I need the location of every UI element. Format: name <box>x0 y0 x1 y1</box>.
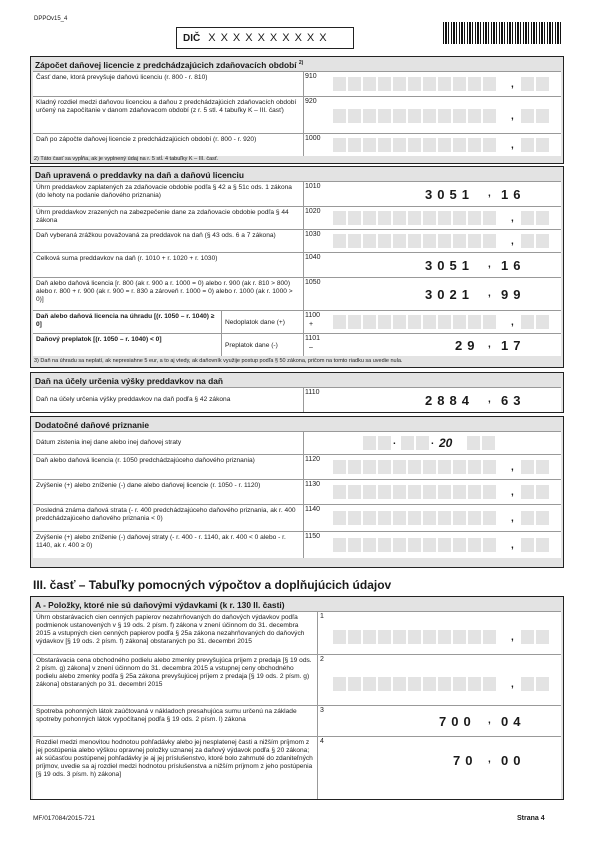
row-1040: Celková suma preddavkov na daň (r. 1010 + r. 1020 + r. 1030) 1040 3051 , 16 <box>33 252 561 277</box>
decimal-value[interactable]: 16 <box>501 258 526 273</box>
row-1150: Zvýšenie (+) alebo zníženie (-) daňovej straty (- r. 400 - r. 1140, ak r. 400 < 0 alebo - r. 1140, ak r. 400 ≥ 0) 1150 , <box>33 531 561 558</box>
decimal-input[interactable] <box>521 460 551 474</box>
amount-input[interactable] <box>333 234 498 248</box>
dic-box <box>176 27 354 49</box>
table-a <box>30 596 564 800</box>
decimal-value[interactable]: 17 <box>501 338 526 353</box>
section-title: Daň na účely určenia výšky preddavkov na daň <box>35 376 224 386</box>
decimal-input[interactable] <box>521 138 551 152</box>
table-a-row-2: Obstarávacia cena obchodného podielu alebo zmenky prevyšujúca príjem z predaja [§ 19 ods. 2 písm. g) zákona] v znení účinnom do 31. decembra 2015 a vstupnej ceny obchodného podielu alebo zmenky podľa § 25a zákona prevyšujúcej príjem z predaja [§ 19 ods. 2 písm. g) zákona] obstaraných po 31. decembri 2015 2 , <box>33 654 561 705</box>
amount-input[interactable] <box>333 511 498 525</box>
section-title: Dodatočné daňové priznanie <box>35 420 150 430</box>
date-year: 20 <box>439 436 453 450</box>
section-adjusted-tax <box>30 166 564 368</box>
decimal-input[interactable] <box>521 538 551 552</box>
decimal-value[interactable]: 00 <box>501 753 526 768</box>
row-1100: Daň alebo daňová licencia na úhradu [(r. 1050 – r. 1040) ≥ 0] Nedoplatok dane (+) 1100 + , <box>33 310 561 333</box>
decimal-value[interactable]: 99 <box>501 287 526 302</box>
amount-input[interactable] <box>333 211 498 225</box>
section-title: Zápočet daňovej licencie z predchádzajúcich zdaňovacích období $^{2)}$ <box>35 60 304 70</box>
decimal-input[interactable] <box>521 485 551 499</box>
amount-input[interactable] <box>333 138 498 152</box>
decimal-input[interactable] <box>521 211 551 225</box>
table-title: A - Položky, ktoré nie sú daňovými výdavkami (k r. 130 II. časti) <box>35 600 285 610</box>
date-input[interactable]: . . 20 <box>363 436 497 450</box>
decimal-input[interactable] <box>521 77 551 91</box>
decimal-input[interactable] <box>521 677 551 691</box>
decimal-input[interactable] <box>521 234 551 248</box>
section-license-credit <box>30 56 564 164</box>
decimal-input[interactable] <box>521 630 551 644</box>
decimal-input[interactable] <box>521 109 551 123</box>
barcode-icon <box>443 22 563 44</box>
amount-input[interactable] <box>333 630 498 644</box>
row-1050: Daň alebo daňová licencia [r. 800 (ak r. 900 a r. 1000 = 0) alebo r. 900 (ak r. 810 > 800) alebo r. 800 + r. 900 (ak r. 900 = r. 830 a zároveň r. 1000 = 0) alebo r. 1000 (ak r. 1000 > 0)] 1050 3021 , 99 <box>33 277 561 310</box>
amount-input[interactable] <box>333 677 498 691</box>
dic-value[interactable]: XXXXXXXXXX <box>208 32 332 44</box>
footer-ref: MF/017084/2015-721 <box>33 815 96 822</box>
table-a-row-4: Rozdiel medzi menovitou hodnotou pohľadávky alebo jej nesplatenej časti a nižším príjmom z jej postúpenia alebo výškou opravnej položky uznanej za daňový výdavok podľa § 20 zákona; ak súčasťou postúpenej pohľadávky je aj jej príslušenstvo, ktoré bolo zahrnuté do zdaniteľných príjmov, uvedie sa aj rozdiel medzi hodnotou príslušenstva a nižším príjmom z jeho postúpenia [§ 19 ods. 3 písm. h) zákona] 4 70 , 00 <box>33 736 561 799</box>
decimal-value[interactable]: 04 <box>501 714 526 729</box>
row-date: Dátum zistenia inej dane alebo inej daňovej straty . . 20 <box>33 431 561 454</box>
section-supplementary <box>30 416 564 568</box>
amount-value[interactable]: 700 <box>439 714 476 729</box>
decimal-value[interactable]: 63 <box>501 393 526 408</box>
row-1020: Úhrn preddavkov zrazených na zabezpečenie dane za zdaňovacie obdobie podľa § 44 zákona 1020 , <box>33 206 561 229</box>
amount-input[interactable] <box>333 315 498 329</box>
row-1030: Daň vyberaná zrážkou považovaná za preddavok na daň (§ 43 ods. 6 a 7 zákona) 1030 , <box>33 229 561 252</box>
row-1130: Zvýšenie (+) alebo zníženie (-) dane alebo daňovej licencie (r. 1050 - r. 1120) 1130 , <box>33 479 561 504</box>
row-910: Časť dane, ktorá prevyšuje daňovú licenciu (r. 800 - r. 810) 910 , <box>33 71 561 96</box>
amount-input[interactable] <box>333 460 498 474</box>
amount-value[interactable]: 3021 <box>425 287 474 302</box>
amount-input[interactable] <box>333 538 498 552</box>
section-advance-tax <box>30 372 564 413</box>
section-title: Daň upravená o preddavky na daň a daňovú licenciu <box>35 170 244 180</box>
amount-input[interactable] <box>333 109 498 123</box>
row-1120: Daň alebo daňová licencia (r. 1050 predchádzajúceho daňového priznania) 1120 , <box>33 454 561 479</box>
amount-value[interactable]: 3051 <box>425 187 474 202</box>
amount-input[interactable] <box>333 77 498 91</box>
row-1010: Úhrn preddavkov zaplatených za zdaňovacie obdobie podľa § 42 a § 51c ods. 1 zákona (do lehoty na podanie daňového priznania) 1010 3051 , 16 <box>33 181 561 206</box>
row-1110: Daň na účely určenia výšky preddavkov na daň podľa § 42 zákona 1110 2884 , 63 <box>33 387 561 412</box>
amount-input[interactable] <box>333 485 498 499</box>
row-1000: Daň po zápočte daňovej licencie z predchádzajúcich období (r. 800 - r. 920) 1000 , <box>33 133 561 156</box>
part-title: III. časť – Tabuľky pomocných výpočtov a doplňujúcich údajov <box>33 578 392 592</box>
row-920: Kladný rozdiel medzi daňovou licenciou a daňou z predchádzajúcich zdaňovacích období určený na započítanie v danom zdaňovacom období (z r. 5 stl. 4 tabuľky K – III. časť) 920 , <box>33 96 561 133</box>
page-number: Strana 4 <box>517 815 545 822</box>
amount-value[interactable]: 3051 <box>425 258 474 273</box>
table-a-row-3: Spotreba pohonných látok zaúčtovaná v nákladoch presahujúca sumu určenú na základe spotreby pohonných látok vypočítanej podľa § 19 ods. 2 písm. l) zákona 3 700 , 04 <box>33 705 561 736</box>
amount-value[interactable]: 29 <box>455 338 480 353</box>
decimal-value[interactable]: 16 <box>501 187 526 202</box>
form-code: DPPOv15_4 <box>34 16 68 22</box>
amount-value[interactable]: 70 <box>453 753 478 768</box>
decimal-input[interactable] <box>521 511 551 525</box>
decimal-input[interactable] <box>521 315 551 329</box>
dic-label: DIČ <box>183 32 201 44</box>
amount-value[interactable]: 2884 <box>425 393 474 408</box>
table-a-row-1: Úhrn obstarávacích cien cenných papierov nezahrňovaných do daňových výdavkov podľa podmienok ustanovených v § 19 ods. 2 písm. f) zákona v znení účinnom do 31. decembra 2015 a vstupných cien cenných papierov podľa § 25a zákona nezahrňovaných do daňových výdavkov [§ 19 ods. 2 písm. f) zákona] obstaraných po 31. decembri 2015 1 , <box>33 611 561 654</box>
row-1101: Daňový preplatok [(r. 1050 – r. 1040) < 0] Preplatok dane (-) 1101 – 29 , 17 <box>33 333 561 356</box>
footnote-3: 3) Daň na úhradu sa neplatí, ak nepresiahne 5 eur, a to aj vtedy, ak daňovník využije postup podľa § 50 zákona, pričom na tomto riadku sa uvedie nula. <box>34 358 403 364</box>
footnote-2: 2) Táto časť sa vypĺňa, ak je vyplnený údaj na r. 5 stĺ. 4 tabuľky K – III. časť. <box>34 156 219 162</box>
row-1140: Posledná známa daňová strata (- r. 400 predchádzajúceho daňového priznania, ak r. 400 predchádzajúceho daňového priznania < 0) 1140 , <box>33 504 561 531</box>
